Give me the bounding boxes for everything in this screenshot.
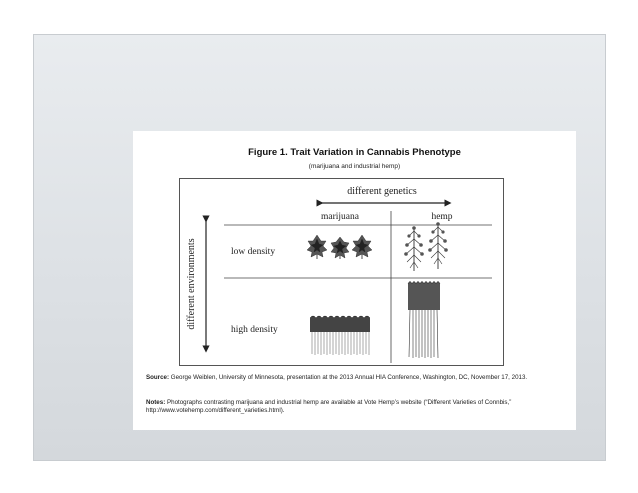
figure-subtitle: (marijuana and industrial hemp) <box>308 163 401 170</box>
marijuana-plant-2 <box>331 237 349 259</box>
column-header-hemp: hemp <box>431 212 453 222</box>
source-text: George Weiblen, University of Minnesota, presentation at the 2013 Annual HIA Conference, Washington, DC, November 17, 2013. <box>170 374 528 381</box>
figure-card <box>133 131 576 430</box>
genetics-label: different genetics <box>347 186 417 197</box>
hemp-plant-2 <box>428 222 448 269</box>
hemp-plant-1 <box>404 226 424 271</box>
hemp-high-density-stand <box>408 282 440 359</box>
notes-note <box>146 399 566 415</box>
source-note <box>146 374 566 382</box>
marijuana-plant-1 <box>307 235 327 259</box>
notes-text: Photographs contrasting marijuana and industrial hemp are available at Vote Hemp’s website (“Different Varieties of Connbis,” http://www.votehemp.com/different_varieties.html). <box>146 399 512 415</box>
slide <box>33 34 606 461</box>
marijuana-low-density-plants <box>307 235 372 259</box>
marijuana-plant-3 <box>352 235 372 259</box>
notes-label: Notes: <box>146 399 166 406</box>
row-label-low-density: low density <box>231 247 276 257</box>
environments-label: different environments <box>186 238 197 330</box>
marijuana-high-density-canopy <box>310 316 370 355</box>
hemp-low-density-plants <box>404 222 448 271</box>
phenotype-diagram <box>179 178 504 366</box>
column-header-marijuana: marijuana <box>321 212 359 222</box>
figure-title: Figure 1. Trait Variation in Cannabis Phenotype <box>248 147 461 158</box>
row-label-high-density: high density <box>231 325 278 335</box>
diagram-svg <box>180 179 505 367</box>
source-label: Source: <box>146 374 170 381</box>
